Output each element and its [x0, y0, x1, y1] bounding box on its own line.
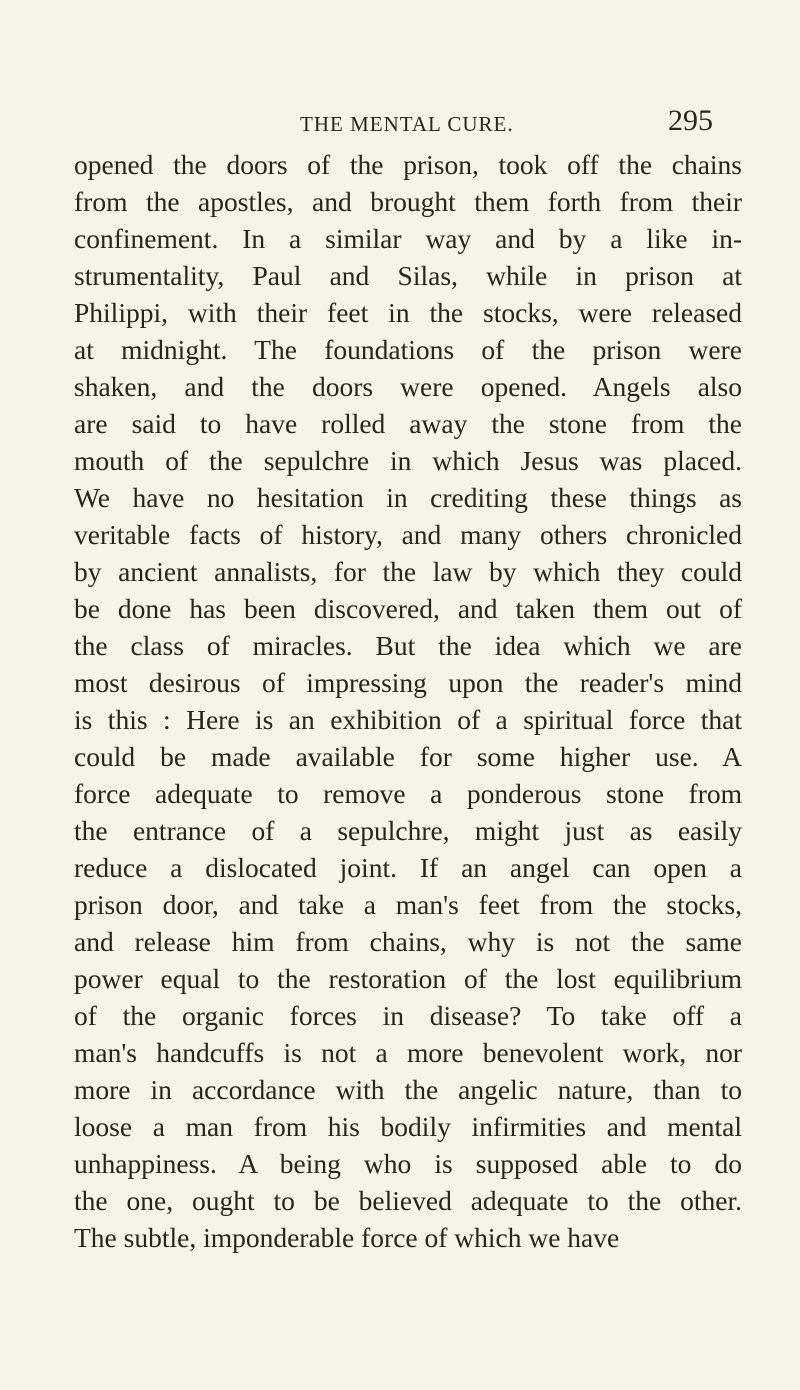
- text-line: by ancient annalists, for the law by which they could: [74, 556, 742, 587]
- text-line: confinement. In a similar way and by a like in-: [74, 223, 742, 254]
- text-line: force adequate to remove a ponderous stone from: [74, 778, 742, 809]
- text-line: Philippi, with their feet in the stocks, were released: [74, 297, 742, 328]
- text-line: more in accordance with the angelic nature, than to: [74, 1074, 742, 1105]
- text-line: the entrance of a sepulchre, might just as easily: [74, 815, 742, 846]
- text-line: could be made available for some higher use. A: [74, 741, 742, 772]
- text-line: loose a man from his bodily infirmities and mental: [74, 1111, 742, 1142]
- text-line: prison door, and take a man's feet from the stocks,: [74, 889, 742, 920]
- text-line: The subtle, imponderable force of which we have: [74, 1222, 620, 1253]
- text-line: are said to have rolled away the stone from the: [74, 408, 742, 439]
- text-line: shaken, and the doors were opened. Angels also: [74, 371, 742, 402]
- text-line: strumentality, Paul and Silas, while in prison at: [74, 260, 742, 291]
- running-header: [0, 104, 800, 138]
- text-line: most desirous of impressing upon the reader's mind: [74, 667, 742, 698]
- text-line: at midnight. The foundations of the prison were: [74, 334, 742, 365]
- body-text: [74, 146, 742, 1256]
- text-line: the class of miracles. But the idea which we are: [74, 630, 742, 661]
- text-line: We have no hesitation in crediting these things as: [74, 482, 742, 513]
- text-line: man's handcuffs is not a more benevolent work, nor: [74, 1037, 742, 1068]
- text-line: from the apostles, and brought them forth from their: [74, 186, 742, 217]
- text-line: be done has been discovered, and taken them out of: [74, 593, 742, 624]
- text-line: opened the doors of the prison, took off the chains: [74, 149, 742, 180]
- text-line: veritable facts of history, and many others chronicled: [74, 519, 742, 550]
- text-line: reduce a dislocated joint. If an angel can open a: [74, 852, 742, 883]
- text-line: and release him from chains, why is not the same: [74, 926, 742, 957]
- page-number: 295: [668, 104, 713, 137]
- text-line: mouth of the sepulchre in which Jesus was placed.: [74, 445, 742, 476]
- text-line: of the organic forces in disease? To take off a: [74, 1000, 742, 1031]
- text-line: unhappiness. A being who is supposed able to do: [74, 1148, 742, 1179]
- text-line: the one, ought to be believed adequate to the other.: [74, 1185, 742, 1216]
- running-title: THE MENTAL CURE.: [300, 112, 514, 136]
- text-line: power equal to the restoration of the lost equilibrium: [74, 963, 742, 994]
- text-line: is this : Here is an exhibition of a spiritual force that: [74, 704, 742, 735]
